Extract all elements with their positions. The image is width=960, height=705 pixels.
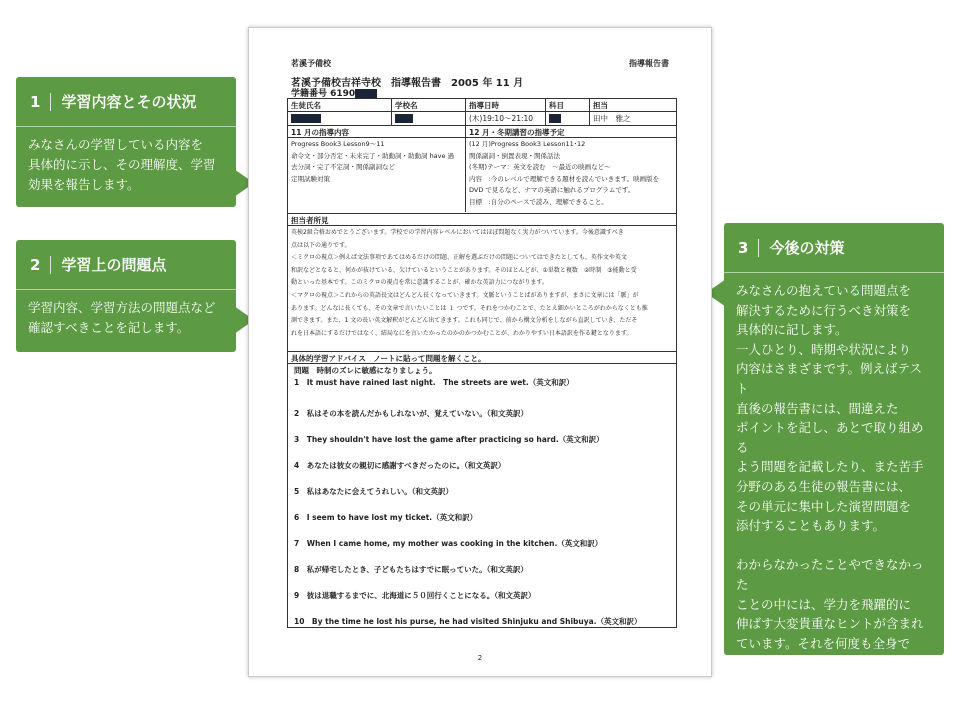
school-value [392, 112, 466, 126]
december-line: DVD で見るなど、ナマの英語に触れるプログラムです。 [469, 186, 635, 194]
callout-future-measures [724, 223, 944, 690]
callout-number: 1 [30, 93, 51, 111]
callout-header [724, 223, 944, 273]
november-line: 定期試験対策 [291, 174, 330, 183]
callout-learning-problems [16, 240, 236, 352]
problem-label: 問題 時制のズレに敏感になりましょう。 [294, 366, 437, 375]
info-header-row [288, 99, 676, 112]
advice-table [287, 352, 677, 628]
december-content [466, 138, 676, 212]
lesson-plan-table [287, 126, 677, 214]
remarks-line: 和訳などとなると、何かが抜けている、欠けているということがあります。そのほとんどが、①単数と複数 ②時制 ③能動と受 [291, 266, 637, 274]
remarks-line: 動といった基本です。このミクロの視点を常に意識することが、確かな英語力につながります。 [291, 279, 548, 287]
lesson-plan-body-row [288, 138, 676, 212]
redaction-block [395, 114, 413, 123]
december-label: 12 月・冬期講習の指導予定 [469, 128, 565, 137]
callout-title: 学習内容とその状況 [61, 93, 197, 111]
callout-learning-status [16, 77, 236, 207]
question-item: 6 I seem to have lost my ticket.（英文和訳） [294, 513, 478, 522]
student-name-value [288, 112, 392, 126]
question-item: 3 They shouldn't have lost the game after practicing so hard.（英文和訳） [294, 435, 604, 444]
callout-number: 3 [738, 239, 759, 257]
remarks-line: れを日本語にするだけではなく、結局なにを言いたかったのかのかつかむことが、わかりやすい日本語訳を作る鍵となります。 [291, 329, 633, 337]
november-content [288, 138, 466, 212]
datetime-label: 指導日時 [466, 99, 546, 111]
question-item: 7 When I came home, my mother was cooking in the kitchen.（英文和訳） [294, 539, 603, 548]
question-item: 8 私が帰宅したとき、子どもたちはすでに眠っていた。（和文英訳） [294, 565, 528, 574]
callout-header [16, 240, 236, 290]
december-line: 関係副詞・倒置表現・関係話法 [469, 151, 560, 160]
student-id-label: 学籍番号 6190 [291, 89, 356, 99]
subject-value [546, 112, 590, 126]
school-name: 茗溪予備校 [291, 59, 331, 68]
callout-text: 学習内容、学習方法の問題点など 確認すべきことを記します。 [28, 300, 216, 335]
question-item: 2 私はその本を読んだかもしれないが、覚えていない。（和文英訳） [294, 409, 528, 418]
callout-number: 2 [30, 256, 51, 274]
callout-text: みなさんの学習している内容を 具体的に示し、その理解度、学習 効果を報告します。 [28, 137, 216, 192]
page-number: 2 [477, 654, 483, 662]
callout-text: みなさんの抱えている問題点を 解決するために行うべき対策を 具体的に記します。 一人ひとり、時期や状況により 内容はさまざまです。例えばテスト 直後の報告書には、間違えた ポイントを記し、あとで取り組める よう問題を記載したり、また苦手 分野のある生徒の報告書には、 その単元に集中した演習問題を 添付することもあります。 わからなかったことやできなかった ことの中には、学力を飛躍的に 伸ばす大変貴重なヒントが含まれ ています。それを何度も全身で 浴びることで、信じられないほど の飛躍を遂げることができます。 [736, 283, 924, 690]
remarks-line: 測できます。また、1 文の長い英文解釈がどんどん出てきます。これも同じで、前から構文分析をしながら直訳していき、ただそ [291, 317, 638, 325]
callout-title: 今後の対策 [769, 239, 845, 257]
document-type: 指導報告書 [629, 59, 669, 68]
subject-label: 科目 [546, 99, 590, 111]
november-line: Progress Book3 Lesson9～11 [291, 140, 385, 148]
question-item: 1 It must have rained last night. The streets are wet.（英文和訳） [294, 378, 574, 387]
question-item: 10 By the time he lost his purse, he had visited Shinjuku and Shibuya.（英文和訳） [294, 617, 642, 626]
teacher-value: 田中 雅之 [593, 114, 631, 123]
advice-label: 具体的学習アドバイス ノートに貼って問題を解くこと。 [288, 352, 676, 364]
remarks-line: 英検2級合格おめでとうございます。学校での学習内容レベルにおいてはほぼ問題なく実力がついています。今後意識すべき [291, 229, 624, 236]
document-title: 茗溪予備校吉祥寺校 指導報告書 2005 年 11 月 [291, 78, 524, 89]
december-line: 目標 :自分のペースで読み、理解できること。 [469, 197, 608, 206]
student-name-label: 生徒氏名 [288, 99, 392, 111]
redaction-block [549, 114, 561, 123]
info-value-row [288, 112, 676, 126]
november-line: 去分詞・完了不定詞・関係副詞など [291, 163, 395, 171]
redaction-block [355, 89, 377, 99]
document-header [291, 58, 669, 69]
remarks-table [287, 214, 677, 352]
callout-header [16, 77, 236, 127]
question-item: 4 あなたは彼女の親切に感謝すべきだったのに。（和文英訳） [294, 461, 506, 470]
november-line: 命令文・部分否定・未来完了・助動詞・助動詞 have 過 [291, 151, 455, 160]
remarks-label: 担当者所見 [288, 214, 676, 226]
question-item: 9 彼は退職するまでに、北海道に５０回行くことになる。（和文英訳） [294, 591, 536, 600]
school-label: 学校名 [392, 99, 466, 111]
student-info-table [287, 98, 677, 126]
december-line: (冬期)テーマ：英文を読む ～最近の映画など～ [469, 163, 611, 171]
question-list [288, 377, 676, 635]
remarks-line: ＜マクロの視点＞これからの英語長文はどんどん長くなっていきます。文脈ということばがありますが、まさに文章には「脈」が [291, 291, 639, 299]
question-item: 5 私はあなたに会えてうれしい。（和文英訳） [294, 487, 453, 496]
redaction-block [291, 114, 321, 123]
remarks-content [288, 226, 676, 341]
december-line: 内容 :今のレベルで理解できる題材を読んでいきます。映画版を [469, 174, 660, 183]
datetime-value: (木)19:10～21:10 [466, 112, 546, 126]
november-label: 11 月の指導内容 [288, 126, 466, 137]
remarks-line: 点は以下の通りです。 [291, 241, 351, 249]
report-document [248, 27, 712, 677]
callout-title: 学習上の問題点 [61, 256, 167, 274]
remarks-line: あります。どんなに長くても、その文章で言いたいことは １ つです。それをつかむことで、たとえ細かいところがわからなくとも推 [291, 304, 648, 312]
teacher-label: 担当 [593, 101, 608, 110]
remarks-line: ＜ミクロの視点＞例えば文法事項であてはめるだけの問題、正解を選ぶだけの問題についてはできたとしても、英作文や英文 [291, 254, 627, 262]
december-line: (12 月)Progress Book3 Lesson11･12 [469, 140, 586, 148]
lesson-plan-header-row [288, 126, 676, 138]
